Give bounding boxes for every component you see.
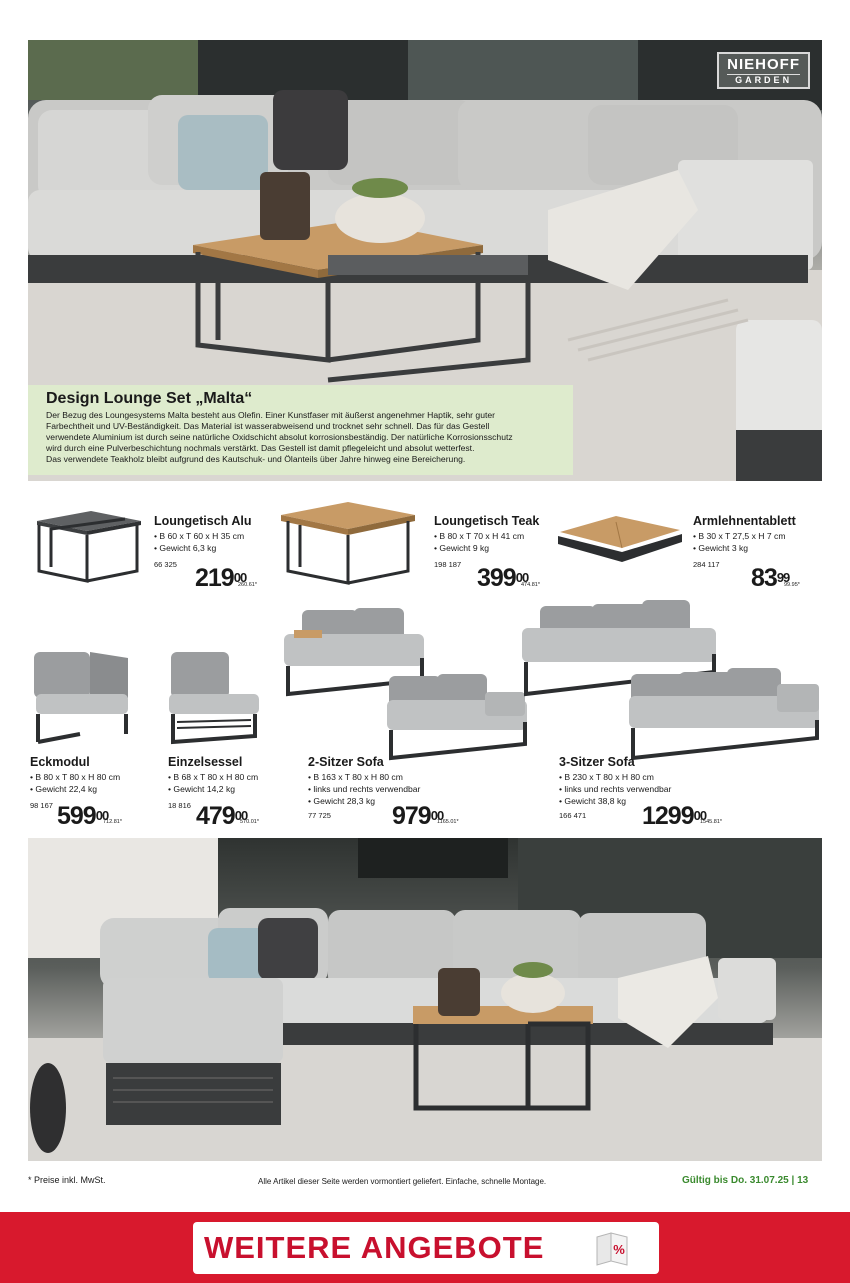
footer-separator: | <box>791 1175 795 1186</box>
product-spec: • B 30 x T 27,5 x H 7 cm <box>693 531 786 541</box>
product-name: Einzelsessel <box>168 755 243 769</box>
brand-logo-line2: GARDEN <box>727 74 800 85</box>
more-offers-label[interactable]: WEITERE ANGEBOTE <box>204 1230 545 1265</box>
intro-line: Das verwendete Teakholz bleibt aufgrund des Kautschuk- und Ölanteils über Jahre hinweg eine Bereicherung. <box>46 454 466 464</box>
price-cents: 00 <box>233 570 247 585</box>
armrest-tray-image <box>556 512 684 566</box>
price-cents: 00 <box>693 808 707 823</box>
article-number: 66 325 <box>154 560 177 569</box>
article-number: 77 725 <box>308 811 331 820</box>
product-spec: • B 230 x T 80 x H 80 cm <box>559 772 654 782</box>
reference-price: 99.95* <box>784 582 800 588</box>
reference-price: 1165.01* <box>437 819 459 825</box>
product-name: Loungetisch Teak <box>434 514 540 528</box>
percent-catalog-icon <box>593 1229 631 1267</box>
product-spec: • Gewicht 22,4 kg <box>30 784 98 794</box>
brand-logo-line1: NIEHOFF <box>727 56 800 73</box>
product-spec: • links und rechts verwendbar <box>308 784 421 794</box>
reference-price: 712.81* <box>103 819 122 825</box>
intro-line: wird durch eine Pulverbeschichtung nochmals verstärkt. Das Gestell ist damit pflegeleicht und absolut wetterfest. <box>46 443 475 453</box>
three-seater-right-image <box>627 666 823 762</box>
product-name: 2-Sitzer Sofa <box>308 755 384 769</box>
price-cents: 00 <box>95 808 109 823</box>
price-cents: 99 <box>776 570 790 585</box>
product-name: Loungetisch Alu <box>154 514 252 528</box>
article-number: 166 471 <box>559 811 587 820</box>
intro-line: Der Bezug des Loungesystems Malta besteht aus Olefin. Einer Kunstfaser mit äußerst angenehmer Haptik, sehr guter <box>46 410 496 420</box>
corner-module-image <box>30 648 134 748</box>
intro-line: verwendete Aluminium ist durch seine natürliche Oxidschicht absolut korrosionsbeständig. Der natürliche Korrosionsschutz <box>46 432 513 442</box>
brand-logo <box>717 52 810 89</box>
article-number: 198 187 <box>434 560 462 569</box>
price <box>392 803 443 829</box>
product-name: 3-Sitzer Sofa <box>559 755 635 769</box>
price-main: 1299 <box>642 802 694 830</box>
valid-until: Gültig bis Do. 31.07.25 <box>682 1175 789 1186</box>
reference-price: 570.01* <box>240 819 259 825</box>
percent-glyph: % <box>613 1242 625 1257</box>
product-spec: • B 68 x T 80 x H 80 cm <box>168 772 259 782</box>
product-spec: • Gewicht 28,3 kg <box>308 796 376 806</box>
reference-price: 474.81* <box>521 582 540 588</box>
product-spec: • Gewicht 6,3 kg <box>154 543 217 553</box>
price-cents: 00 <box>430 808 444 823</box>
price-main: 399 <box>477 564 516 592</box>
article-number: 98 167 <box>30 801 53 810</box>
assembly-note: Alle Artikel dieser Seite werden vormontiert geliefert. Einfache, schnelle Montage. <box>258 1177 547 1186</box>
lounge-scene-illustration-2 <box>28 838 822 1161</box>
product-spec: • B 60 x T 60 x H 35 cm <box>154 531 245 541</box>
product-spec: • Gewicht 38,8 kg <box>559 796 627 806</box>
teak-table-image <box>278 499 418 589</box>
price-main: 83 <box>751 564 777 592</box>
product-spec: • Gewicht 14,2 kg <box>168 784 236 794</box>
product-spec: • links und rechts verwendbar <box>559 784 672 794</box>
article-number: 284 117 <box>693 560 720 569</box>
reference-price: 1545.81* <box>700 819 723 825</box>
product-spec: • Gewicht 9 kg <box>434 543 490 553</box>
bottom-photo <box>28 838 822 1161</box>
product-spec: • B 80 x T 80 x H 80 cm <box>30 772 121 782</box>
product-name: Eckmodul <box>30 755 90 769</box>
validity <box>682 1175 808 1186</box>
price-main: 479 <box>196 802 235 830</box>
product-spec: • Gewicht 3 kg <box>693 543 749 553</box>
alu-table-image <box>33 509 143 587</box>
product-spec: • B 80 x T 70 x H 41 cm <box>434 531 525 541</box>
price <box>57 803 108 829</box>
intro-box <box>28 385 573 475</box>
price-main: 979 <box>392 802 431 830</box>
product-name: Armlehnentablett <box>693 514 796 528</box>
price <box>196 803 247 829</box>
price <box>642 803 706 829</box>
price-cents: 00 <box>234 808 248 823</box>
intro-title: Design Lounge Set „Malta“ <box>46 390 253 407</box>
intro-line: Farbechtheit und UV-Beständigkeit. Das Material ist wasserabweisend und trocknet sehr schnell. Das für das Gestell <box>46 421 490 431</box>
intro-text <box>46 410 565 465</box>
product-spec: • B 163 x T 80 x H 80 cm <box>308 772 403 782</box>
price-main: 219 <box>195 564 234 592</box>
page-number: 13 <box>797 1175 809 1186</box>
reference-price: 260.61* <box>238 582 257 588</box>
price-main: 599 <box>57 802 96 830</box>
armchair-image <box>167 650 263 748</box>
vat-note: * Preise inkl. MwSt. <box>28 1175 106 1185</box>
two-seater-right-image <box>385 672 531 764</box>
price-cents: 00 <box>515 570 529 585</box>
article-number: 18 816 <box>168 801 191 810</box>
